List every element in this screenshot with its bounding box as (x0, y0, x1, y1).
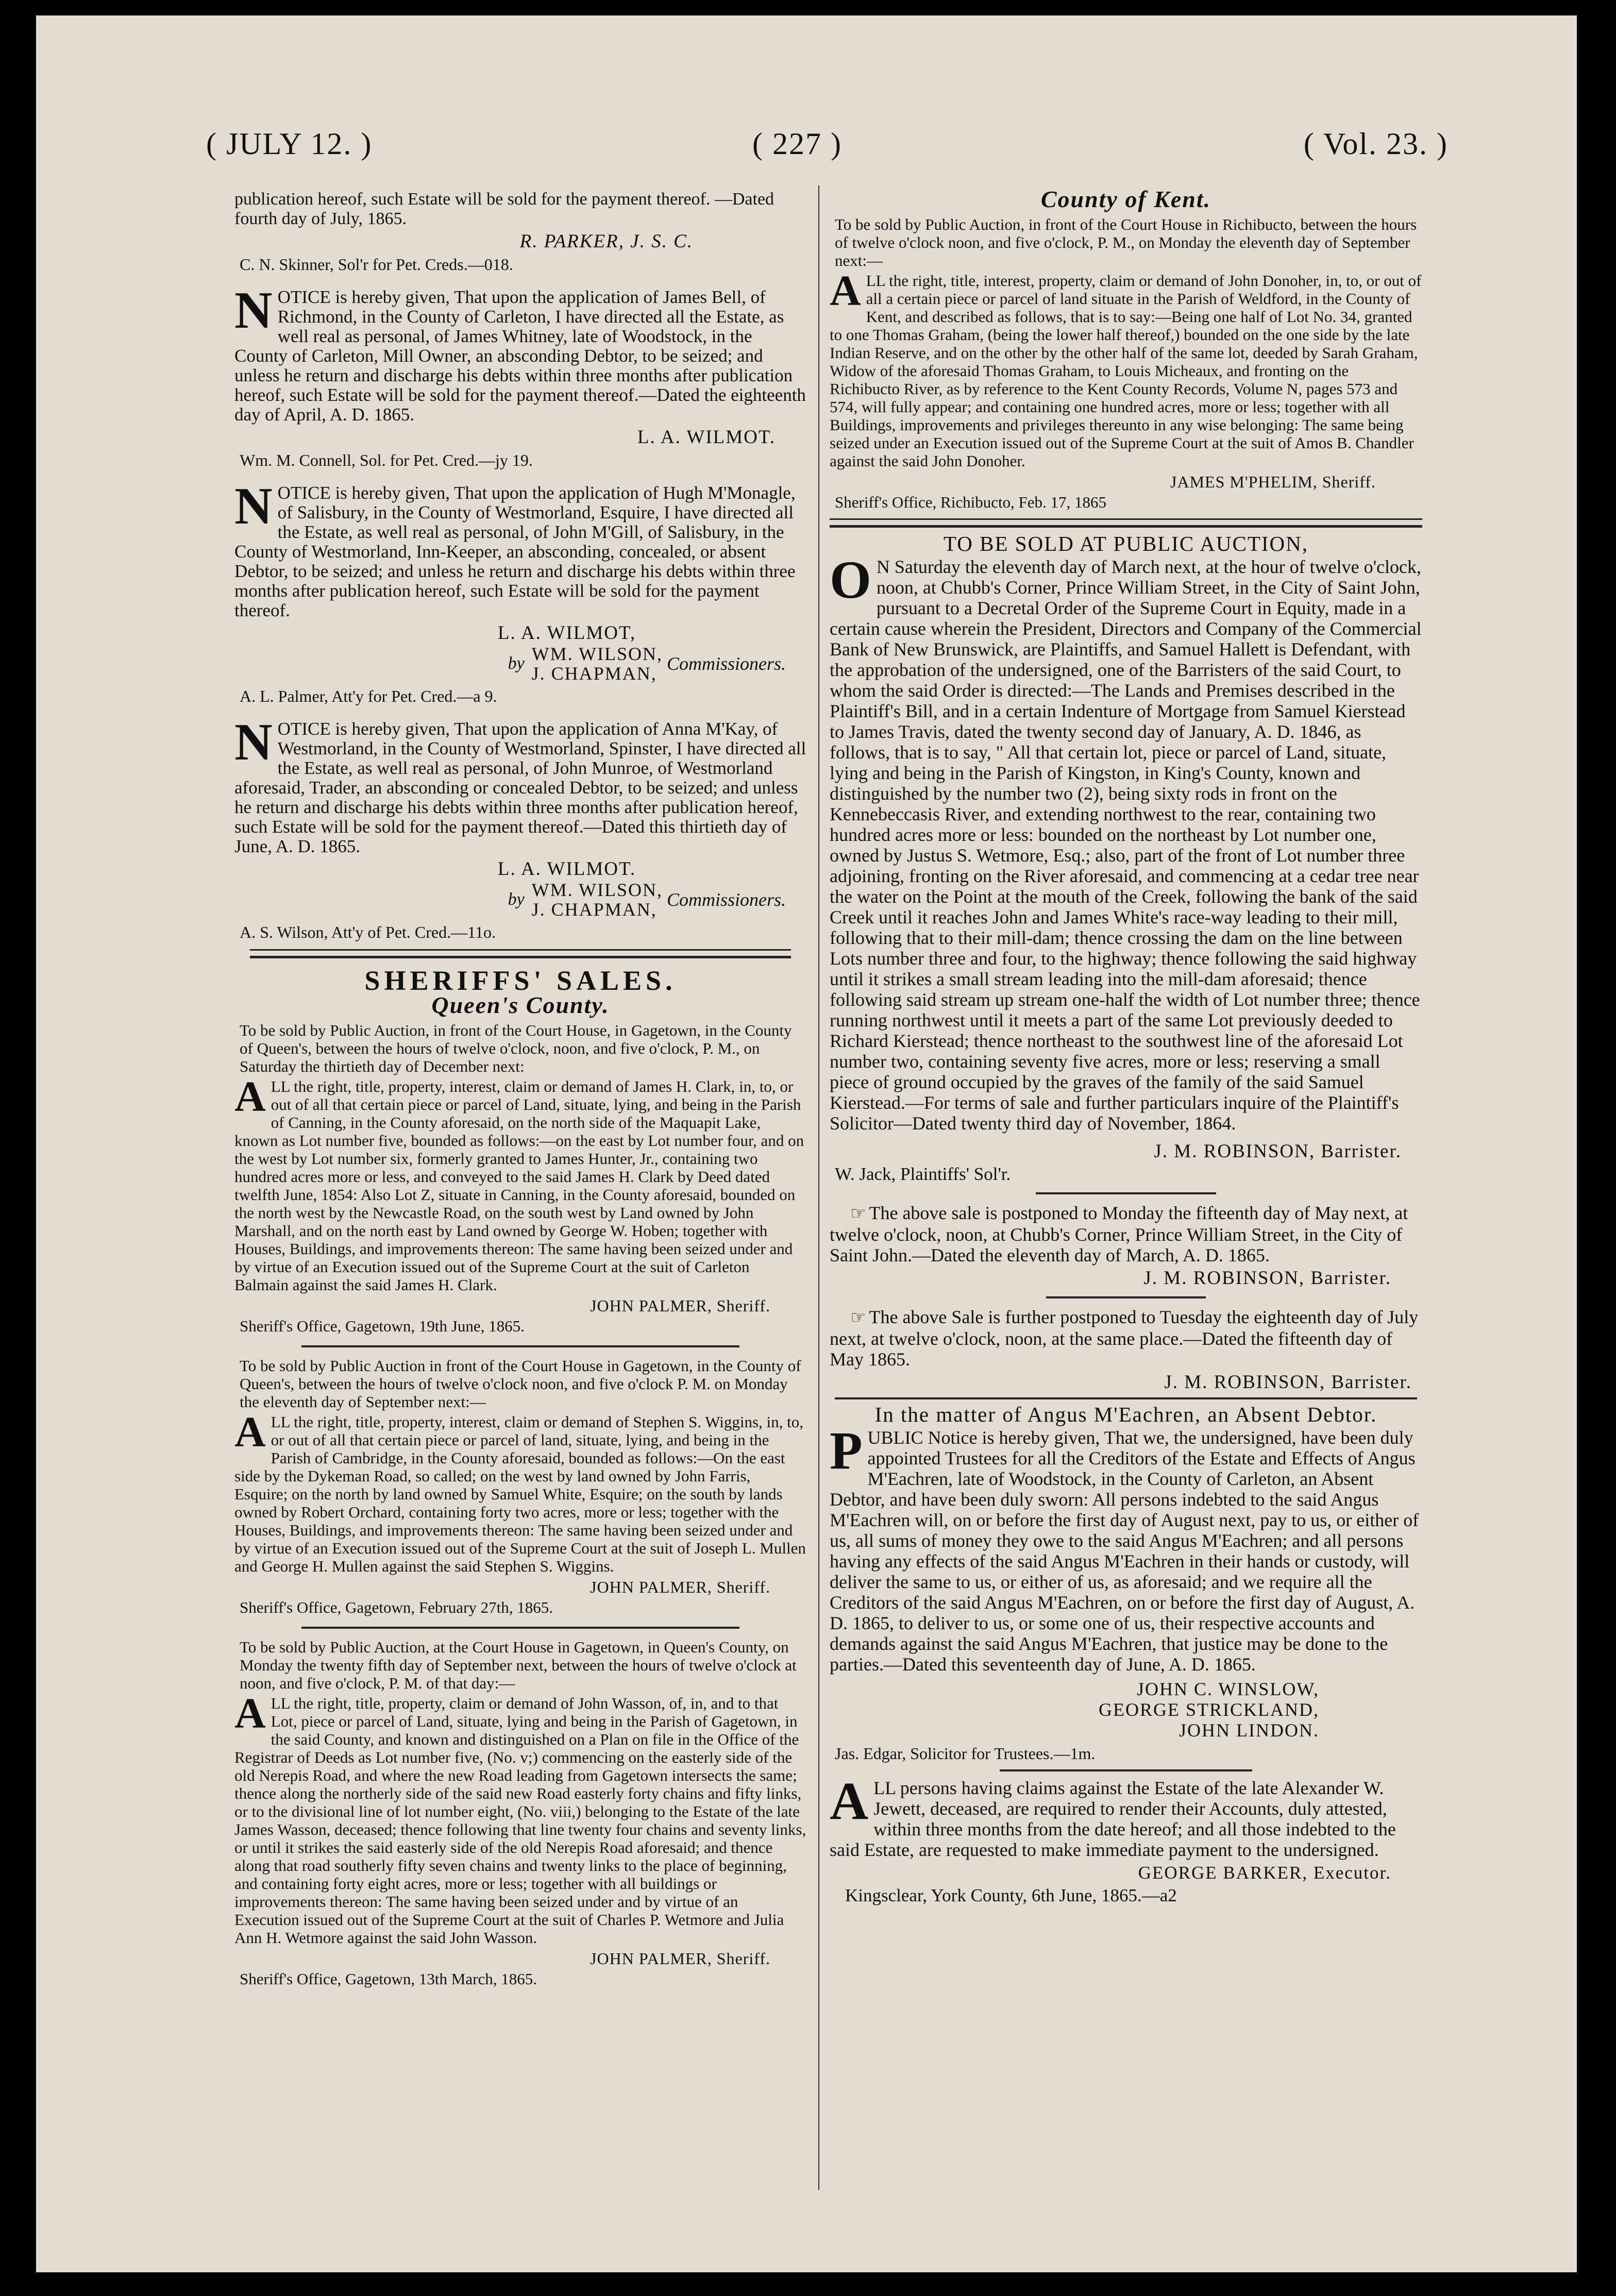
commissioner-name: WM. WILSON, (531, 880, 663, 900)
divider-rule (1000, 1769, 1252, 1771)
postponement-notice (830, 1203, 1422, 1265)
sheriff-signature: JOHN PALMER, Sheriff. (590, 1578, 770, 1596)
auction-notice (830, 550, 1422, 1134)
drop-cap: O (830, 550, 871, 610)
trustees-solicitor: Jas. Edgar, Solicitor for Trustees.—1m. (835, 1744, 1096, 1763)
trustees-notice (830, 1421, 1422, 1675)
right-column (830, 186, 1422, 1905)
page-number: ( 227 ) (752, 127, 842, 161)
section-rule (250, 949, 791, 958)
sheriff-signature: JOHN PALMER, Sheriff. (590, 1949, 770, 1968)
notice-signature: L. A. WILMOT, (497, 622, 636, 644)
drop-cap: A (830, 1771, 869, 1831)
pointing-hand-icon: ☞ (850, 1204, 866, 1223)
notice-solicitor: Wm. M. Connell, Sol. for Pet. Cred.—jy 19. (240, 451, 533, 469)
executor-signature: GEORGE BARKER, Executor. (1138, 1863, 1391, 1883)
postponement-text: The above sale is postponed to Monday the fifteenth day of May next, at twelve o'clock, noon, at Chubb's Corner, Prince William Street, in the City of Saint John.—Dated the eleventh day of March, A. D. 1865. (830, 1203, 1408, 1265)
by-label: by (508, 654, 525, 673)
carry-over-solicitor: C. N. Skinner, Sol'r for Pet. Creds.—018. (240, 255, 513, 274)
sale-text: LL the right, title, interest, property, claim or demand of John Donoher, in, to, or out of all a certain piece or parcel of land situate in the Parish of Weldford, in the County of Kent, and described as follows, that is to say:—Being one half of Lot No. 34, granted to one Thomas Graham, (being the lower half thereof,) bounded on the one side by the late Indian Reserve, and on the other by the other half of the same lot, deeded by Sarah Graham, Widow of the aforesaid Thomas Graham, to Louis Micheaux, and fronting on the Richibucto River, as by reference to the Kent County Records, Volume N, pages 573 and 574, will fully appear; and containing one hundred acres, more or less; together with all Buildings, improvements and privileges thereunto in any wise belonging: The same being seized under an Execution issued out of the Supreme Court at the suit of Amos B. Chandler against the said John Donoher. (830, 272, 1422, 470)
sheriff-signature: JOHN PALMER, Sheriff. (590, 1296, 770, 1315)
left-column (234, 190, 806, 1989)
sheriffs-sales-heading: SHERIFFS' SALES. (364, 965, 677, 996)
drop-cap: P (830, 1421, 863, 1480)
sale-intro: To be sold by Public Auction in front of the Court House in Gagetown, in the County of Queen's, between the hours of twelve o'clock noon, and five o'clock P. M. on Monday the eleventh day of September next:— (240, 1357, 801, 1411)
plaintiffs-solicitor: W. Jack, Plaintiffs' Sol'r. (835, 1164, 1011, 1184)
commissioners-block (234, 644, 806, 683)
barrister-signature: J. M. ROBINSON, Barrister. (1143, 1268, 1391, 1289)
drop-cap: A (234, 1073, 266, 1121)
trustee-name: GEORGE STRICKLAND, (1099, 1699, 1319, 1720)
sale-wiggins (234, 1408, 806, 1575)
drop-cap: N (234, 281, 273, 340)
jewett-text: LL persons having claims against the Estate of the late Alexander W. Jewett, deceased, are required to render their Accounts, duly attested, within three months from the date hereof; and all those indebted to the said Estate, are requested to make immediate payment to the undersigned. (830, 1778, 1396, 1860)
drop-cap: N (234, 477, 273, 535)
queens-county-heading: Queen's County. (431, 992, 610, 1018)
notice-signature: L. A. WILMOT. (497, 858, 636, 880)
sale-wasson (234, 1690, 806, 1947)
kent-county-heading: County of Kent. (1040, 186, 1211, 212)
notice-text: OTICE is hereby given, That upon the application of Anna M'Kay, of Westmorland, in the County of Westmorland, Spinster, I have directed all the Estate, as well real as personal, of John Munroe, of Westmorland aforesaid, Trader, an absconding or concealed Debtor, to be seized; and unless he return and discharge his debts within three months after publication hereof, such Estate will be sold for the payment thereof.—Dated this thirtieth day of June, A. D. 1865. (234, 719, 806, 856)
commissioner-names (532, 644, 663, 683)
volume-number: ( Vol. 23. ) (1303, 127, 1448, 161)
sheriff-office: Sheriff's Office, Gagetown, 19th June, 1865. (240, 1317, 525, 1335)
sheriff-signature: JAMES M'PHELIM, Sheriff. (1170, 472, 1376, 491)
notice-solicitor: A. L. Palmer, Att'y for Pet. Cred.—a 9. (240, 687, 497, 705)
column-divider (818, 185, 819, 2190)
commissioner-name: J. CHAPMAN, (531, 899, 657, 920)
notice-solicitor: A. S. Wilson, Att'y of Pet. Cred.—11o. (240, 923, 496, 941)
sale-intro: To be sold by Public Auction, in front of the Court House, in Gagetown, in the County of Queen's, between the hours of twelve o'clock, noon, and five o'clock, P. M., on Saturday the thirtieth day of December next: (240, 1021, 792, 1075)
auction-heading: TO BE SOLD AT PUBLIC AUCTION, (944, 532, 1308, 555)
drop-cap: A (234, 1690, 266, 1737)
sale-clark (234, 1073, 806, 1294)
notice-munroe (234, 713, 806, 856)
sheriff-office: Sheriff's Office, Gagetown, 13th March, 1865. (240, 1970, 537, 1988)
drop-cap: A (830, 267, 861, 315)
notice-mgill (234, 477, 806, 620)
sale-text: LL the right, title, property, claim or demand of John Wasson, of, in, and to that Lot, piece or parcel of Land, situate, lying and being in the Parish of Gagetown, in the said County, and known and distinguished on a Plan on file in the Office of the Registrar of Deeds as Lot number five, (No. v;) commencing on the easterly side of the old Nerepis Road, and where the new Road leading from Gagetown intersects the same; thence along the northerly side of the said new Road easterly forty chains and fifty links, or to the divisional line of lot number eight, (No. viii,) belonging to the Estate of the late James Wasson, deceased; thence following that line twenty four chains and seventy links, or until it strikes the said easterly side of the old Nerepis Road aforesaid; and thence along that road southerly fifty seven chains and twenty links to the place of beginning, and containing forty eight acres, more or less; together with all buildings or improvements thereon: The same having been seized under and by virtue of an Execution issued out of the Supreme Court at the suit of Charles P. Wetmore and Julia Ann H. Wetmore against the said John Wasson. (234, 1694, 806, 1947)
by-label: by (508, 890, 525, 909)
postponement-text: The above Sale is further postponed to Tuesday the eighteenth day of July next, at twelve o'clock, noon, at the same place.—Dated the fifteenth day of May 1865. (830, 1307, 1419, 1370)
commissioner-names (532, 880, 663, 919)
sale-intro: To be sold by Public Auction, in front of the Court House in Richibucto, between the hours of twelve o'clock noon, and five o'clock, P. M., on Monday the eleventh day of September next:— (835, 215, 1417, 269)
sale-donoher (830, 267, 1422, 470)
sale-text: LL the right, title, property, interest, claim or demand of James H. Clark, in, to, or out of all that certain piece or parcel of Land, situate, lying, and being in the Parish of Canning, in the County aforesaid, on the north side of the Maquapit Lake, known as Lot number five, bounded as follows:—on the east by Lot number four, and on the west by Lot number six, formerly granted to James Hunter, Jr., containing two hundred acres more or less, and conveyed to the said James H. Clark by Deed dated twelfth June, 1854: Also Lot Z, situate in Canning, in the County aforesaid, bounded on the north west by the Newcastle Road, on the south west by Land owned by John Marshall, and on the north east by Land owned by George W. Hoben; together with Houses, Buildings, and improvements thereon: The same having been seized under and by virtue of an Execution issued out of the Supreme Court at the suit of Carleton Balmain against the said James H. Clark. (234, 1077, 804, 1294)
notice-text: OTICE is hereby given, That upon the application of Hugh M'Monagle, of Salisbury, in the County of Westmorland, Esquire, I have directed all the Estate, as well real as personal, of John M'Gill, of Salisbury, in the County of Westmorland, Inn-Keeper, an absconding, concealed, or absent Debtor, to be seized; and unless he return and discharge his debts within three months after publication hereof, such Estate will be sold for the payment thereof. (234, 483, 796, 620)
commissioners-block (234, 880, 806, 919)
sale-text: LL the right, title, property, interest, claim or demand of Stephen S. Wiggins, in, to, or out of all that certain piece or parcel of land, situate, lying, and being in the Parish of Cambridge, in the County aforesaid, bounded as follows:—On the east side by the Dykeman Road, so called; on the west by land owned by John Farris, Esquire; on the north by land owned by Samuel White, Esquire; on the south by lands owned by Robert Orchard, containing forty two acres, more or less; together with the Houses, Buildings, and improvements thereon: The same having been seized under and by virtue of an Execution issued out of the Supreme Court at the suit of Joseph L. Mullen and George H. Mullen against the said Stephen S. Wiggins. (234, 1413, 806, 1575)
commissioners-label: Commissioners. (666, 653, 786, 674)
notice-whitney (234, 281, 806, 425)
sheriff-office: Sheriff's Office, Richibucto, Feb. 17, 1865 (835, 493, 1107, 511)
carry-over-text: publication hereof, such Estate will be sold for the payment thereof. —Dated fourth day of July, 1865. (234, 190, 775, 228)
auction-text: N Saturday the eleventh day of March next, at the hour of twelve o'clock, noon, at Chubb's Corner, Prince William Street, in the City of Saint John, pursuant to a Decretal Order of the Supreme Court in Equity, made in a certain cause wherein the President, Directors and Company of the Commercial Bank of New Brunswick, are Plaintiffs, and Samuel Hallett is Defendant, with the approbation of the undersigned, one of the Barristers of the said Court, to whom the said Order is directed:—The Lands and Premises described in the Plaintiff's Bill, and in a certain Indenture of Mortgage from Samuel Kierstead to James Travis, dated the twenty second day of January, A. D. 1846, as follows, that is to say, " All that certain lot, piece or parcel of Land, situate, lying and being in the Parish of Kingston, in King's County, known and distinguished by the number two (2), being sixty rods in front on the Kennebeccasis River, and extending northwest to the rear, containing two hundred acres more or less: bounded on the northeast by Lot number one, owned by Justus S. Wetmore, Esq.; also, part of the front of Lot number three adjoining, fronting on the River aforesaid, and commencing at a cedar tree near the water on the Point at the mouth of the Creek, following the bank of the said Creek until it reaches John and James White's race-way leading to their mill, following that to their mill-dam; thence crossing the dam on the line between Lots number three and four, to the highway; thence following the said highway until it strikes a small stream leading into the mill-dam aforesaid; thence following said stream up stream one-half the width of Lot number three; thence running northwest until it meets a part of the same Lot previously deeded to Richard Kierstead; thence northeast to the southwest line of the aforesaid Lot number two, containing seventy five acres, more or less; reserving a small piece of ground occupied by the graves of the family of the said Samuel Kierstead.—For terms of sale and further particulars inquire of the Plaintiff's Solicitor—Dated twenty third day of November, 1864. (830, 556, 1422, 1134)
notice-signature: L. A. WILMOT. (637, 427, 776, 448)
sheriff-office: Sheriff's Office, Gagetown, February 27th, 1865. (240, 1598, 553, 1616)
divider-rule (301, 1627, 739, 1629)
pointing-hand-icon: ☞ (850, 1308, 866, 1327)
sale-intro: To be sold by Public Auction, at the Court House in Gagetown, in Queen's County, on Monday the twenty fifth day of September next, between the hours of twelve o'clock at noon, and five o'clock, P. M. of that day:— (240, 1638, 797, 1692)
commissioners-label: Commissioners. (666, 889, 786, 910)
trustees-text: UBLIC Notice is hereby given, That we, the undersigned, have been duly appointed Trustees for all the Creditors of the Estate and Effects of Angus M'Eachren, late of Woodstock, in the County of Carleton, an Absent Debtor, and have been duly sworn: All persons indebted to the said Angus M'Eachren will, on or before the first day of August next, pay to us, or either of us, all sums of money they owe to the said Angus M'Eachren; and all persons having any effects of the said Angus M'Eachren in their hands or custody, will deliver the same to us, or either of us, as aforesaid; and we require all the Creditors of the said Angus M'Eachren, on or before the first day of August, A. D. 1865, to deliver to us, or some one of us, their respective accounts and demands against the said Angus M'Eachren, that justice may be done to the parties.—Dated this seventeenth day of June, A. D. 1865. (830, 1427, 1419, 1675)
carry-over-signature: R. PARKER, J. S. C. (519, 231, 693, 252)
page-header (206, 126, 1448, 173)
divider-rule (835, 1397, 1417, 1399)
drop-cap: A (234, 1408, 266, 1456)
commissioner-name: J. CHAPMAN, (531, 663, 657, 684)
trustee-name: JOHN C. WINSLOW, (1136, 1679, 1319, 1699)
section-rule (830, 518, 1422, 528)
commissioner-name: WM. WILSON, (531, 644, 663, 664)
notice-text: OTICE is hereby given, That upon the application of James Bell, of Richmond, in the County of Carleton, I have directed all the Estate, as well real as personal, of James Whitney, late of Woodstock, in the County of Carleton, Mill Owner, an absconding Debtor, to be seized; and unless he return and discharge his debts within three months after publication hereof, such Estate will be sold for the payment thereof.—Dated the eighteenth day of April, A. D. 1865. (234, 287, 806, 425)
barrister-signature: J. M. ROBINSON, Barrister. (1164, 1372, 1412, 1393)
issue-date: ( JULY 12. ) (206, 127, 373, 161)
jewett-notice (830, 1771, 1422, 1860)
angus-heading: In the matter of Angus M'Eachren, an Absent Debtor. (874, 1403, 1377, 1426)
divider-rule (1046, 1296, 1206, 1298)
drop-cap: N (234, 713, 273, 771)
trustee-name: JOHN LINDON. (1179, 1720, 1319, 1741)
barrister-signature: J. M. ROBINSON, Barrister. (1154, 1141, 1402, 1162)
postponement-notice (830, 1307, 1422, 1370)
executor-place-date: Kingsclear, York County, 6th June, 1865.—a2 (845, 1885, 1177, 1905)
divider-rule (301, 1345, 739, 1347)
divider-rule (1036, 1192, 1216, 1194)
trustee-names (830, 1679, 1422, 1741)
